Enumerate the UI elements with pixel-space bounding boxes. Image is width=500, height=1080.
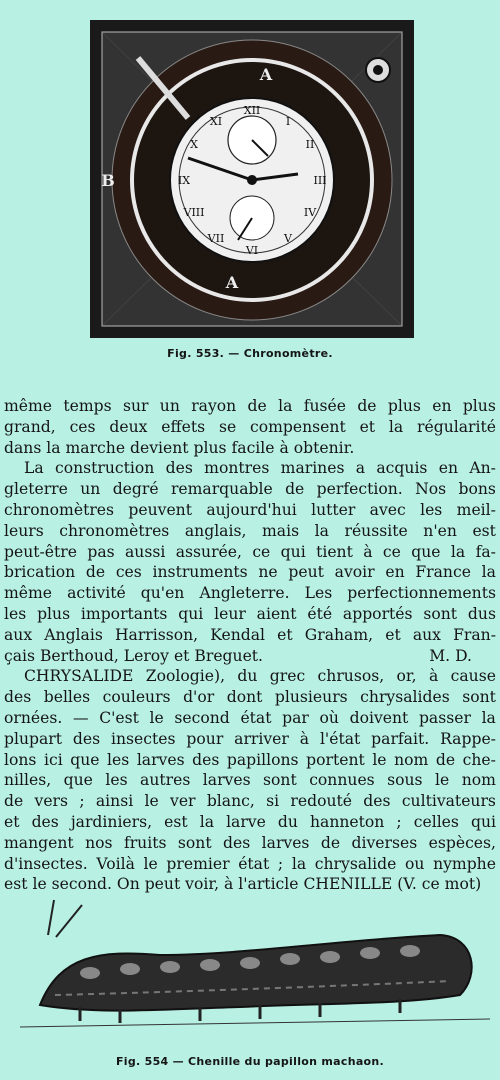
caterpillar-illustration (20, 895, 490, 1045)
figure-caption-554: Fig. 554 — Chenille du papillon machaon. (115, 1055, 385, 1068)
dial-letter-a-top: A (259, 65, 273, 84)
article-body (4, 396, 496, 895)
text-line: mangent nos fruits sont des larves de diverses espèces, (4, 833, 496, 852)
chronometer-illustration (88, 18, 416, 340)
text-line: leurs chronomètres anglais, mais la réussite n'en est (4, 521, 496, 540)
dial-letter-a-bottom: A (225, 273, 239, 292)
text-line: peut-être pas aussi assurée, ce qui tient à ce que la fa- (4, 542, 496, 561)
text-line: lons ici que les larves des papillons portent le nom de che- (4, 750, 496, 769)
text-line: CHRYSALIDE Zoologie), du grec chrusos, or, à cause (24, 667, 496, 686)
text-line: gleterre un degré remarquable de perfection. Nos bons (4, 480, 496, 499)
text-line: çais Berthoud, Leroy et Breguet. (4, 646, 264, 665)
text-line: et des jardiniers, est la larve du hanneton ; celles qui (4, 812, 496, 831)
svg-text:I: I (285, 115, 291, 128)
text-line-signed (4, 646, 496, 667)
svg-text:VII: VII (207, 232, 225, 245)
svg-text:VI: VI (245, 244, 259, 257)
text-line: d'insectes. Voilà le premier état ; la chrysalide ou nymphe (4, 854, 496, 873)
text-line: les plus importants qui leur aient été apportés sont dus (4, 604, 496, 623)
text-line: même temps sur un rayon de la fusée de plus en plus (4, 397, 496, 415)
author-signature: M. D. (429, 646, 472, 665)
text-line: est le second. On peut voir, à l'article CHENILLE (V. ce mot) (4, 875, 482, 894)
dial-letter-b: B (101, 171, 115, 190)
svg-text:IV: IV (303, 206, 317, 219)
svg-text:XII: XII (243, 104, 261, 117)
svg-text:II: II (305, 138, 315, 151)
svg-text:V: V (284, 232, 292, 245)
text-line: ornées. — C'est le second état par où doivent passer la (4, 708, 496, 727)
text-line: aux Anglais Harrisson, Kendal et Graham, et aux Fran- (4, 625, 496, 644)
text-line: brication de ces instruments ne peut avoir en France la (4, 563, 496, 582)
text-line: nilles, que les autres larves sont connues sous le nom (4, 771, 496, 790)
figure-caption-553: Fig. 553. — Chronomètre. (167, 347, 333, 360)
text-line: La construction des montres marines a acquis en An- (24, 459, 496, 478)
text-line: chronomètres peuvent aujourd'hui lutter avec les meil- (4, 500, 496, 519)
text-line: même activité qu'en Angleterre. Les perfectionnements (4, 584, 496, 603)
svg-text:X: X (190, 138, 198, 151)
text-line: grand, ces deux effets se compensent et la régularité (4, 417, 496, 436)
svg-text:XI: XI (209, 115, 223, 128)
text-line: plupart des insectes pour arriver à l'état parfait. Rappe- (4, 729, 496, 748)
svg-text:IX: IX (177, 174, 191, 187)
text-line: dans la marche devient plus facile à obtenir. (4, 438, 355, 457)
svg-text:VIII: VIII (183, 206, 205, 219)
text-line: de vers ; ainsi le ver blanc, si redouté des cultivateurs (4, 792, 496, 811)
text-line: des belles couleurs d'or dont plusieurs chrysalides sont (4, 688, 496, 707)
svg-text:III: III (313, 174, 327, 187)
